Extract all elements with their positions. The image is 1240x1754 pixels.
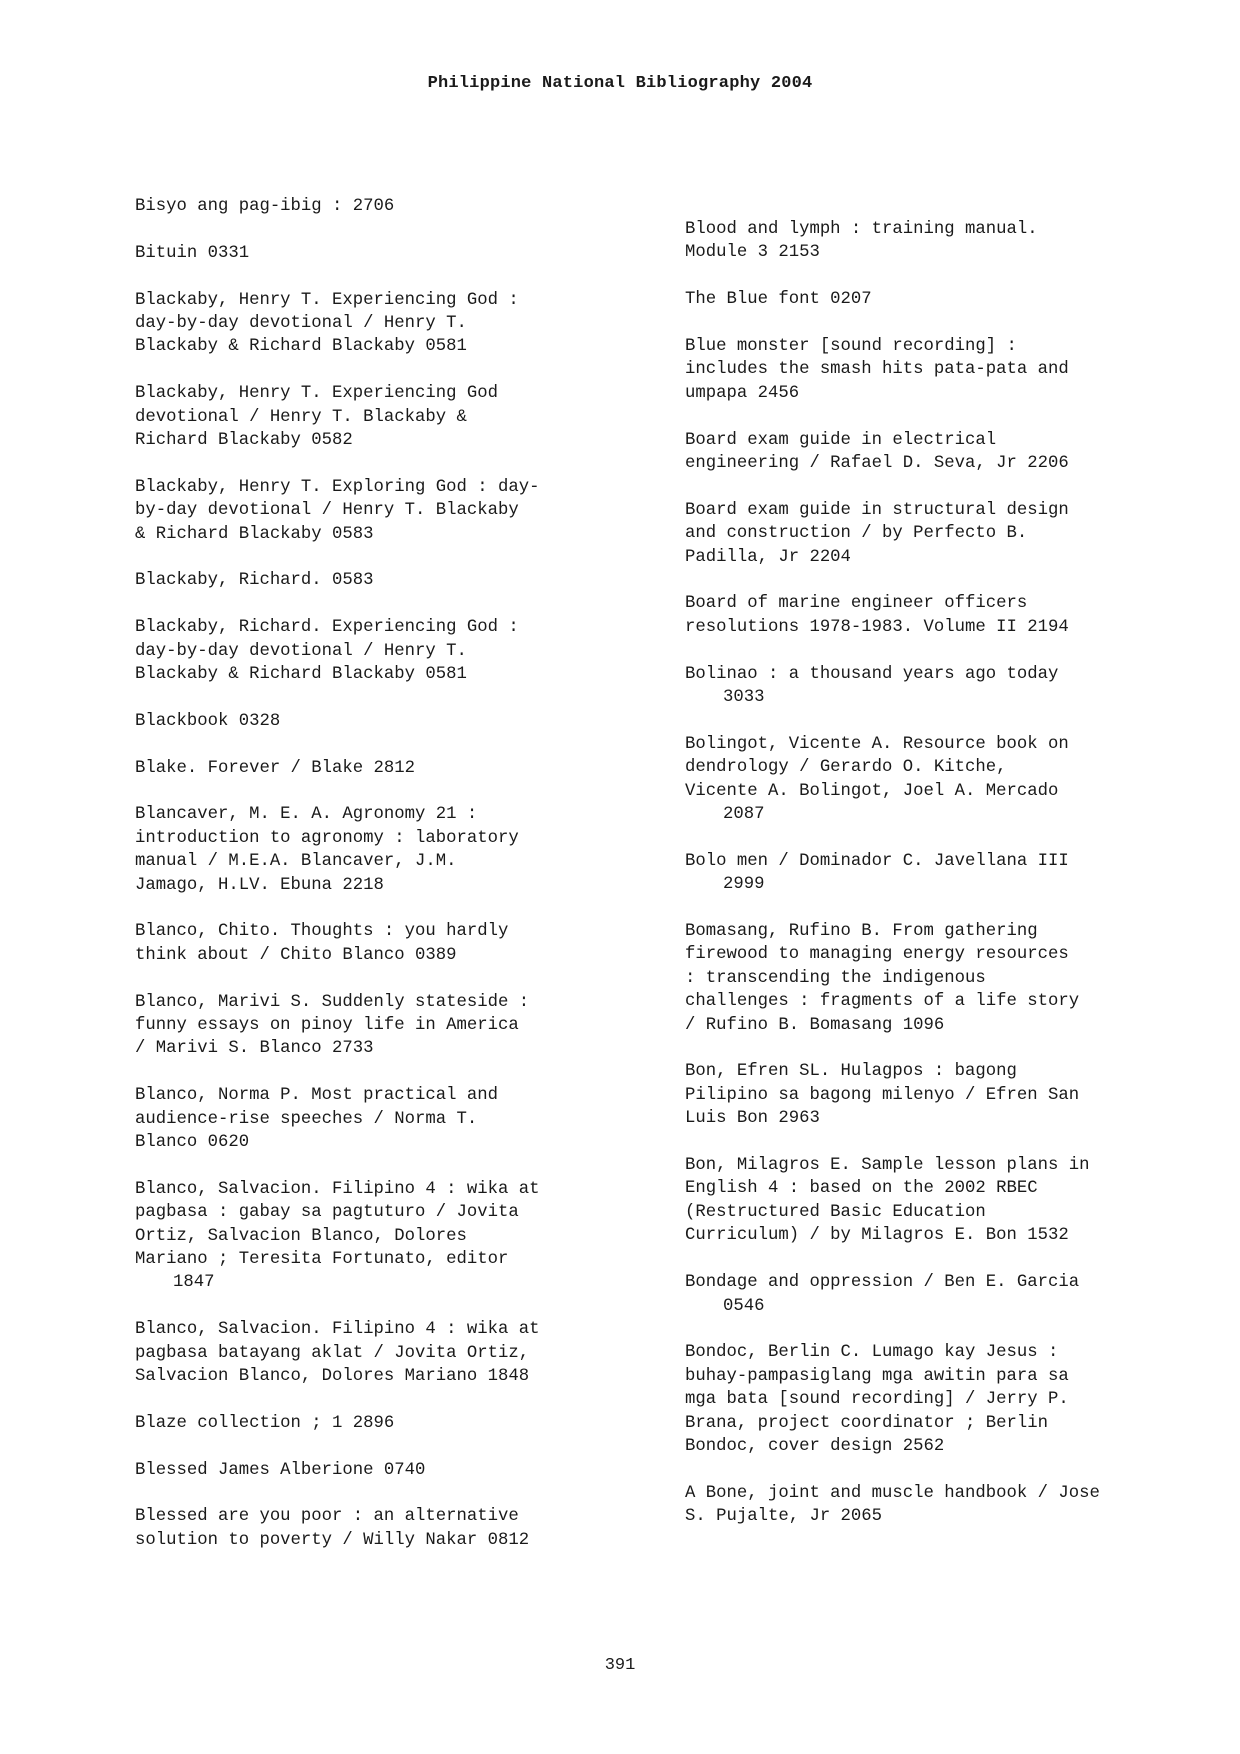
entry-heading-line: Blackaby, Henry T. Exploring God : day- — [135, 477, 540, 497]
entry-continuation-line: funny essays on pinoy life in America — [135, 1016, 519, 1036]
entry-heading-line: Blessed James Alberione 0740 — [135, 1460, 426, 1480]
entry-heading-line: Board of marine engineer officers — [685, 594, 1028, 614]
entry-record-number: 3033 — [723, 688, 765, 708]
index-entry — [135, 1459, 655, 1482]
entry-heading-line: Bon, Efren SL. Hulagpos : bagong — [685, 1062, 1017, 1082]
index-entry — [135, 289, 655, 359]
entry-continuation-line: Blanco 0620 — [135, 1133, 250, 1153]
entry-continuation-line: & Richard Blackaby 0583 — [135, 524, 374, 544]
entry-heading-line: Blood and lymph : training manual. — [685, 220, 1038, 239]
index-entry — [135, 803, 655, 897]
entry-heading-line: Bisyo ang pag-ibig : 2706 — [135, 197, 395, 216]
index-entry — [685, 218, 1220, 265]
entry-heading-line: Blanco, Salvacion. Filipino 4 : wika at — [135, 1179, 540, 1199]
index-column-right — [685, 218, 1220, 1552]
entry-continuation-line: Ortiz, Salvacion Blanco, Dolores — [135, 1226, 467, 1246]
entry-continuation-line: day-by-day devotional / Henry T. — [135, 314, 467, 333]
entry-continuation-line: Blackaby & Richard Blackaby 0581 — [135, 665, 467, 685]
entry-continuation-line: audience-rise speeches / Norma T. — [135, 1109, 478, 1129]
entry-continuation-line: Bondoc, cover design 2562 — [685, 1436, 945, 1456]
entry-continuation-line: umpapa 2456 — [685, 383, 800, 403]
entry-heading-line: Blackaby, Henry T. Experiencing God : — [135, 290, 519, 310]
entry-continuation-line: solution to poverty / Willy Nakar 0812 — [135, 1530, 530, 1550]
entry-continuation-line: Padilla, Jr 2204 — [685, 547, 851, 567]
entry-heading-line: A Bone, joint and muscle handbook / Jose — [685, 1483, 1100, 1503]
entry-continuation-line: day-by-day devotional / Henry T. — [135, 641, 467, 661]
entry-continuation-line: mga bata [sound recording] / Jerry P. — [685, 1390, 1069, 1410]
entry-heading-line: Blessed are you poor : an alternative — [135, 1507, 519, 1527]
index-entry — [135, 382, 655, 452]
index-entry — [135, 1178, 655, 1295]
index-column-left — [135, 195, 655, 1576]
index-entry — [685, 335, 1220, 405]
entry-heading-line: Bolinao : a thousand years ago today — [685, 664, 1059, 684]
entry-heading-line: Blackaby, Richard. Experiencing God : — [135, 618, 519, 638]
index-entry — [685, 1341, 1220, 1458]
entry-continuation-line: challenges : fragments of a life story — [685, 992, 1080, 1012]
entry-continuation-line: Salvacion Blanco, Dolores Mariano 1848 — [135, 1367, 530, 1387]
entry-continuation-line: resolutions 1978-1983. Volume II 2194 — [685, 617, 1069, 637]
entry-heading-line: Blanco, Salvacion. Filipino 4 : wika at — [135, 1320, 540, 1340]
entry-continuation-line: Luis Bon 2963 — [685, 1109, 820, 1129]
entry-record-number: 0546 — [723, 1296, 765, 1316]
entry-continuation-line: / Rufino B. Bomasang 1096 — [685, 1015, 945, 1035]
index-entry — [685, 429, 1220, 476]
entry-continuation-line: firewood to managing energy resources — [685, 945, 1069, 965]
index-entry — [135, 569, 655, 592]
index-entry — [685, 1271, 1220, 1318]
entry-record-number: 2999 — [723, 875, 765, 895]
index-entry — [135, 1318, 655, 1388]
entry-heading-line: Bon, Milagros E. Sample lesson plans in — [685, 1156, 1090, 1176]
entry-continuation-line: Module 3 2153 — [685, 243, 820, 263]
index-entry — [135, 991, 655, 1061]
entry-continuation-line: think about / Chito Blanco 0389 — [135, 945, 457, 965]
index-entry — [135, 1412, 655, 1435]
index-entry — [685, 288, 1220, 311]
entry-continuation-line: pagbasa : gabay sa pagtuturo / Jovita — [135, 1203, 519, 1223]
index-entry — [685, 663, 1220, 710]
entry-continuation-line: Pilipino sa bagong milenyo / Efren San — [685, 1085, 1080, 1105]
entry-continuation-line: Vicente A. Bolingot, Joel A. Mercado — [685, 781, 1059, 801]
entry-continuation-line: engineering / Rafael D. Seva, Jr 2206 — [685, 454, 1069, 474]
index-entry — [685, 499, 1220, 569]
entry-continuation-line: Richard Blackaby 0582 — [135, 431, 353, 451]
entry-heading-line: Blackbook 0328 — [135, 711, 281, 731]
entry-heading-line: Blanco, Marivi S. Suddenly stateside : — [135, 992, 530, 1012]
entry-heading-line: Board exam guide in structural design — [685, 500, 1069, 520]
entry-continuation-line: manual / M.E.A. Blancaver, J.M. — [135, 852, 457, 872]
entry-continuation-line: buhay-pampasiglang mga awitin para sa — [685, 1366, 1069, 1386]
entry-continuation-line: Jamago, H.LV. Ebuna 2218 — [135, 875, 384, 895]
entry-heading-line: Blanco, Chito. Thoughts : you hardly — [135, 922, 509, 942]
entry-heading-line: The Blue font 0207 — [685, 290, 872, 310]
index-entry — [685, 850, 1220, 897]
entry-heading-line: Bolingot, Vicente A. Resource book on — [685, 734, 1069, 754]
entry-continuation-line: Brana, project coordinator ; Berlin — [685, 1413, 1048, 1433]
index-entry — [685, 1482, 1220, 1529]
entry-continuation-line: Curriculum) / by Milagros E. Bon 1532 — [685, 1226, 1069, 1246]
entry-continuation-line: pagbasa batayang aklat / Jovita Ortiz, — [135, 1343, 530, 1363]
index-entry — [685, 1060, 1220, 1130]
entry-continuation-line: (Restructured Basic Education — [685, 1202, 986, 1222]
entry-heading-line: Bondoc, Berlin C. Lumago kay Jesus : — [685, 1343, 1059, 1363]
index-entry — [135, 476, 655, 546]
index-entry — [135, 757, 655, 780]
entry-continuation-line: : transcending the indigenous — [685, 968, 986, 988]
index-entry — [685, 733, 1220, 827]
entry-continuation-line: dendrology / Gerardo O. Kitche, — [685, 758, 1007, 778]
entry-continuation-line: devotional / Henry T. Blackaby & — [135, 407, 467, 427]
index-entry — [135, 710, 655, 733]
entry-heading-line: Bondage and oppression / Ben E. Garcia — [685, 1273, 1080, 1293]
entry-heading-line: Blanco, Norma P. Most practical and — [135, 1086, 498, 1106]
entry-record-number: 1847 — [173, 1273, 215, 1293]
entry-continuation-line: Mariano ; Teresita Fortunato, editor — [135, 1250, 509, 1270]
entry-heading-line: Blake. Forever / Blake 2812 — [135, 758, 416, 778]
entry-heading-line: Bituin 0331 — [135, 243, 250, 263]
entry-heading-line: Board exam guide in electrical — [685, 430, 997, 450]
entry-continuation-line: by-day devotional / Henry T. Blackaby — [135, 501, 519, 521]
index-entry — [135, 616, 655, 686]
entry-continuation-line: and construction / by Perfecto B. — [685, 524, 1028, 544]
entry-continuation-line: includes the smash hits pata-pata and — [685, 360, 1069, 380]
index-entry — [685, 592, 1220, 639]
index-entry — [135, 242, 655, 265]
entry-heading-line: Blaze collection ; 1 2896 — [135, 1413, 395, 1433]
entry-heading-line: Bolo men / Dominador C. Javellana III — [685, 851, 1069, 871]
index-entry — [135, 195, 655, 218]
index-entry — [685, 1154, 1220, 1248]
index-entry — [135, 1505, 655, 1552]
entry-continuation-line: S. Pujalte, Jr 2065 — [685, 1507, 883, 1527]
entry-continuation-line: / Marivi S. Blanco 2733 — [135, 1039, 374, 1059]
index-entry — [135, 1084, 655, 1154]
entry-continuation-line: Blackaby & Richard Blackaby 0581 — [135, 337, 467, 357]
entry-heading-line: Blackaby, Richard. 0583 — [135, 571, 374, 591]
entry-record-number: 2087 — [723, 805, 765, 825]
entry-continuation-line: introduction to agronomy : laboratory — [135, 828, 519, 848]
page-number: 391 — [604, 1656, 636, 1675]
entry-heading-line: Blancaver, M. E. A. Agronomy 21 : — [135, 805, 478, 825]
entry-heading-line: Blue monster [sound recording] : — [685, 337, 1017, 356]
index-entry — [685, 920, 1220, 1037]
page-title: Philippine National Bibliography 2004 — [427, 74, 813, 93]
index-entry — [135, 920, 655, 967]
entry-continuation-line: English 4 : based on the 2002 RBEC — [685, 1179, 1038, 1199]
entry-heading-line: Bomasang, Rufino B. From gathering — [685, 922, 1038, 942]
entry-heading-line: Blackaby, Henry T. Experiencing God — [135, 384, 498, 404]
